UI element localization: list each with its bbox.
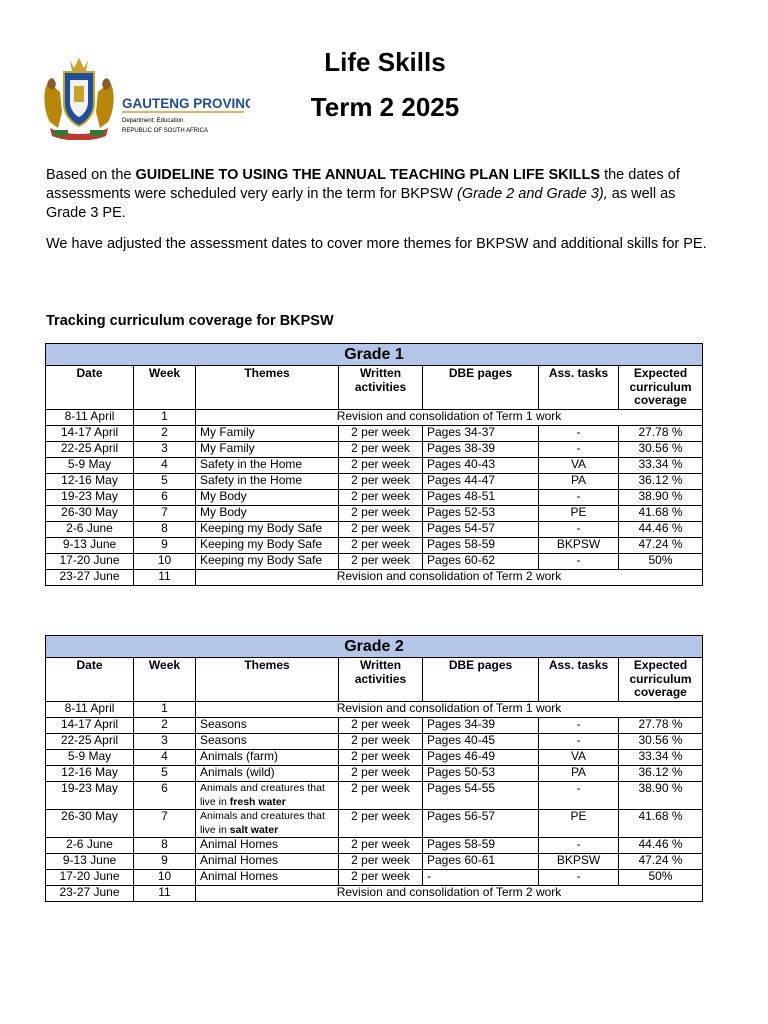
table-row	[46, 838, 703, 854]
cell-written: 2 per week	[339, 490, 423, 506]
cell-task: PA	[539, 766, 619, 782]
svg-text:GAUTENG PROVINCE: GAUTENG PROVINCE	[122, 96, 250, 111]
cell-theme: Keeping my Body Safe	[196, 538, 339, 554]
cell-week: 3	[134, 734, 196, 750]
cell-pages: Pages 38-39	[423, 442, 539, 458]
column-header: Themes	[196, 366, 339, 410]
cell-written: 2 per week	[339, 810, 423, 838]
column-header: Ass. tasks	[539, 658, 619, 702]
cell-theme: My Body	[196, 490, 339, 506]
cell-theme: Animals and creatures that live in salt water	[196, 810, 339, 838]
cell-week: 5	[134, 474, 196, 490]
cell-date: 23-27 June	[46, 570, 134, 586]
cell-merged: Revision and consolidation of Term 1 work	[196, 410, 703, 426]
cell-theme: Animal Homes	[196, 854, 339, 870]
cell-pages: Pages 58-59	[423, 838, 539, 854]
cell-coverage: 44.46 %	[619, 522, 703, 538]
cell-date: 26-30 May	[46, 506, 134, 522]
cell-written: 2 per week	[339, 750, 423, 766]
cell-coverage: 50%	[619, 554, 703, 570]
grade-title: Grade 1	[46, 344, 703, 366]
cell-task: -	[539, 426, 619, 442]
grade-title: Grade 2	[46, 636, 703, 658]
cell-pages: Pages 40-43	[423, 458, 539, 474]
column-header: Ass. tasks	[539, 366, 619, 410]
table-row	[46, 538, 703, 554]
cell-pages: Pages 48-51	[423, 490, 539, 506]
column-header: Written activities	[339, 658, 423, 702]
title-term: Term 2 2025	[310, 92, 460, 122]
cell-task: PA	[539, 474, 619, 490]
table-row	[46, 782, 703, 810]
cell-week: 4	[134, 458, 196, 474]
cell-theme: My Body	[196, 506, 339, 522]
table-row	[46, 490, 703, 506]
cell-theme: Seasons	[196, 718, 339, 734]
cell-pages: Pages 54-57	[423, 522, 539, 538]
cell-written: 2 per week	[339, 522, 423, 538]
cell-coverage: 33.34 %	[619, 458, 703, 474]
cell-coverage: 41.68 %	[619, 810, 703, 838]
cell-week: 9	[134, 538, 196, 554]
cell-written: 2 per week	[339, 474, 423, 490]
cell-pages: Pages 50-53	[423, 766, 539, 782]
cell-week: 2	[134, 718, 196, 734]
cell-date: 26-30 May	[46, 810, 134, 838]
cell-date: 19-23 May	[46, 490, 134, 506]
cell-written: 2 per week	[339, 458, 423, 474]
table-row	[46, 810, 703, 838]
table-row	[46, 750, 703, 766]
cell-theme: Keeping my Body Safe	[196, 554, 339, 570]
table-row	[46, 426, 703, 442]
intro-paragraph-2: We have adjusted the assessment dates to cover more themes for BKPSW and additional skills for PE.	[46, 236, 707, 252]
table-row	[46, 554, 703, 570]
cell-week: 11	[134, 886, 196, 902]
cell-pages: Pages 54-55	[423, 782, 539, 810]
cell-week: 7	[134, 506, 196, 522]
cell-coverage: 30.56 %	[619, 734, 703, 750]
grade1-table	[45, 343, 703, 586]
cell-coverage: 50%	[619, 870, 703, 886]
cell-week: 2	[134, 426, 196, 442]
cell-written: 2 per week	[339, 538, 423, 554]
cell-pages: Pages 40-45	[423, 734, 539, 750]
cell-pages: Pages 44-47	[423, 474, 539, 490]
cell-merged: Revision and consolidation of Term 1 work	[196, 702, 703, 718]
cell-task: -	[539, 782, 619, 810]
table-row	[46, 870, 703, 886]
cell-task: -	[539, 442, 619, 458]
cell-date: 5-9 May	[46, 458, 134, 474]
cell-pages: Pages 60-61	[423, 854, 539, 870]
cell-date: 12-16 May	[46, 766, 134, 782]
cell-theme: Animal Homes	[196, 838, 339, 854]
table-row	[46, 854, 703, 870]
cell-coverage: 44.46 %	[619, 838, 703, 854]
cell-theme: My Family	[196, 442, 339, 458]
cell-week: 5	[134, 766, 196, 782]
cell-date: 2-6 June	[46, 522, 134, 538]
cell-coverage: 30.56 %	[619, 442, 703, 458]
cell-pages: Pages 60-62	[423, 554, 539, 570]
cell-coverage: 33.34 %	[619, 750, 703, 766]
cell-theme: Safety in the Home	[196, 458, 339, 474]
cell-date: 2-6 June	[46, 838, 134, 854]
cell-task: -	[539, 522, 619, 538]
gauteng-logo	[40, 52, 250, 140]
column-header: Expected curriculum coverage	[619, 366, 703, 410]
table-row	[46, 734, 703, 750]
cell-week: 8	[134, 522, 196, 538]
cell-week: 7	[134, 810, 196, 838]
column-header: Date	[46, 366, 134, 410]
cell-task: PE	[539, 810, 619, 838]
cell-coverage: 47.24 %	[619, 538, 703, 554]
cell-pages: Pages 56-57	[423, 810, 539, 838]
cell-date: 8-11 April	[46, 410, 134, 426]
svg-text:REPUBLIC OF SOUTH AFRICA: REPUBLIC OF SOUTH AFRICA	[122, 128, 209, 134]
cell-written: 2 per week	[339, 838, 423, 854]
cell-date: 9-13 June	[46, 854, 134, 870]
column-header: Themes	[196, 658, 339, 702]
cell-week: 11	[134, 570, 196, 586]
cell-theme: My Family	[196, 426, 339, 442]
cell-week: 6	[134, 782, 196, 810]
column-header: Written activities	[339, 366, 423, 410]
cell-date: 23-27 June	[46, 886, 134, 902]
table-row	[46, 458, 703, 474]
cell-date: 14-17 April	[46, 718, 134, 734]
cell-task: -	[539, 718, 619, 734]
cell-theme: Seasons	[196, 734, 339, 750]
cell-week: 1	[134, 410, 196, 426]
cell-theme: Animals and creatures that live in fresh water	[196, 782, 339, 810]
cell-coverage: 38.90 %	[619, 490, 703, 506]
cell-task: VA	[539, 458, 619, 474]
cell-pages: Pages 34-37	[423, 426, 539, 442]
cell-date: 17-20 June	[46, 870, 134, 886]
cell-coverage: 47.24 %	[619, 854, 703, 870]
cell-written: 2 per week	[339, 426, 423, 442]
cell-written: 2 per week	[339, 870, 423, 886]
cell-week: 4	[134, 750, 196, 766]
table-row	[46, 718, 703, 734]
cell-date: 9-13 June	[46, 538, 134, 554]
table-row	[46, 522, 703, 538]
intro-paragraph-1: Based on the GUIDELINE TO USING THE ANNUAL TEACHING PLAN LIFE SKILLS the dates of assessments were scheduled very early in the term for BKPSW (Grade 2 and Grade 3), as well as Grade 3 PE.	[46, 167, 680, 221]
cell-task: -	[539, 870, 619, 886]
cell-theme: Animal Homes	[196, 870, 339, 886]
cell-written: 2 per week	[339, 782, 423, 810]
cell-written: 2 per week	[339, 718, 423, 734]
table-row	[46, 766, 703, 782]
cell-date: 22-25 April	[46, 442, 134, 458]
cell-written: 2 per week	[339, 554, 423, 570]
table-row	[46, 570, 703, 586]
cell-week: 10	[134, 870, 196, 886]
cell-task: BKPSW	[539, 538, 619, 554]
cell-written: 2 per week	[339, 442, 423, 458]
cell-theme: Animals (wild)	[196, 766, 339, 782]
table-row	[46, 410, 703, 426]
cell-date: 5-9 May	[46, 750, 134, 766]
svg-text:Department: Education: Department: Education	[122, 118, 184, 124]
cell-written: 2 per week	[339, 766, 423, 782]
cell-task: -	[539, 734, 619, 750]
cell-written: 2 per week	[339, 506, 423, 522]
table-row	[46, 474, 703, 490]
cell-task: -	[539, 554, 619, 570]
cell-coverage: 36.12 %	[619, 474, 703, 490]
cell-week: 6	[134, 490, 196, 506]
table-row	[46, 442, 703, 458]
table-row	[46, 886, 703, 902]
cell-pages: Pages 46-49	[423, 750, 539, 766]
cell-coverage: 27.78 %	[619, 426, 703, 442]
cell-coverage: 38.90 %	[619, 782, 703, 810]
cell-date: 22-25 April	[46, 734, 134, 750]
cell-task: PE	[539, 506, 619, 522]
cell-date: 14-17 April	[46, 426, 134, 442]
cell-pages: Pages 52-53	[423, 506, 539, 522]
column-header: DBE pages	[423, 658, 539, 702]
cell-pages: -	[423, 870, 539, 886]
column-header: Date	[46, 658, 134, 702]
cell-week: 8	[134, 838, 196, 854]
grade2-table	[45, 635, 703, 902]
column-header: Expected curriculum coverage	[619, 658, 703, 702]
cell-written: 2 per week	[339, 854, 423, 870]
cell-pages: Pages 58-59	[423, 538, 539, 554]
cell-task: -	[539, 490, 619, 506]
title-subject: Life Skills	[324, 47, 446, 77]
cell-merged: Revision and consolidation of Term 2 work	[196, 570, 703, 586]
cell-date: 19-23 May	[46, 782, 134, 810]
table-row	[46, 506, 703, 522]
cell-date: 8-11 April	[46, 702, 134, 718]
section-title: Tracking curriculum coverage for BKPSW	[46, 313, 334, 329]
cell-written: 2 per week	[339, 734, 423, 750]
cell-date: 17-20 June	[46, 554, 134, 570]
cell-week: 9	[134, 854, 196, 870]
cell-week: 1	[134, 702, 196, 718]
cell-theme: Animals (farm)	[196, 750, 339, 766]
cell-task: VA	[539, 750, 619, 766]
cell-coverage: 36.12 %	[619, 766, 703, 782]
cell-task: -	[539, 838, 619, 854]
cell-pages: Pages 34-39	[423, 718, 539, 734]
cell-coverage: 41.68 %	[619, 506, 703, 522]
column-header: Week	[134, 366, 196, 410]
cell-task: BKPSW	[539, 854, 619, 870]
cell-theme: Keeping my Body Safe	[196, 522, 339, 538]
cell-merged: Revision and consolidation of Term 2 work	[196, 886, 703, 902]
column-header: Week	[134, 658, 196, 702]
cell-theme: Safety in the Home	[196, 474, 339, 490]
table-row	[46, 702, 703, 718]
cell-week: 10	[134, 554, 196, 570]
cell-week: 3	[134, 442, 196, 458]
column-header: DBE pages	[423, 366, 539, 410]
cell-date: 12-16 May	[46, 474, 134, 490]
cell-coverage: 27.78 %	[619, 718, 703, 734]
